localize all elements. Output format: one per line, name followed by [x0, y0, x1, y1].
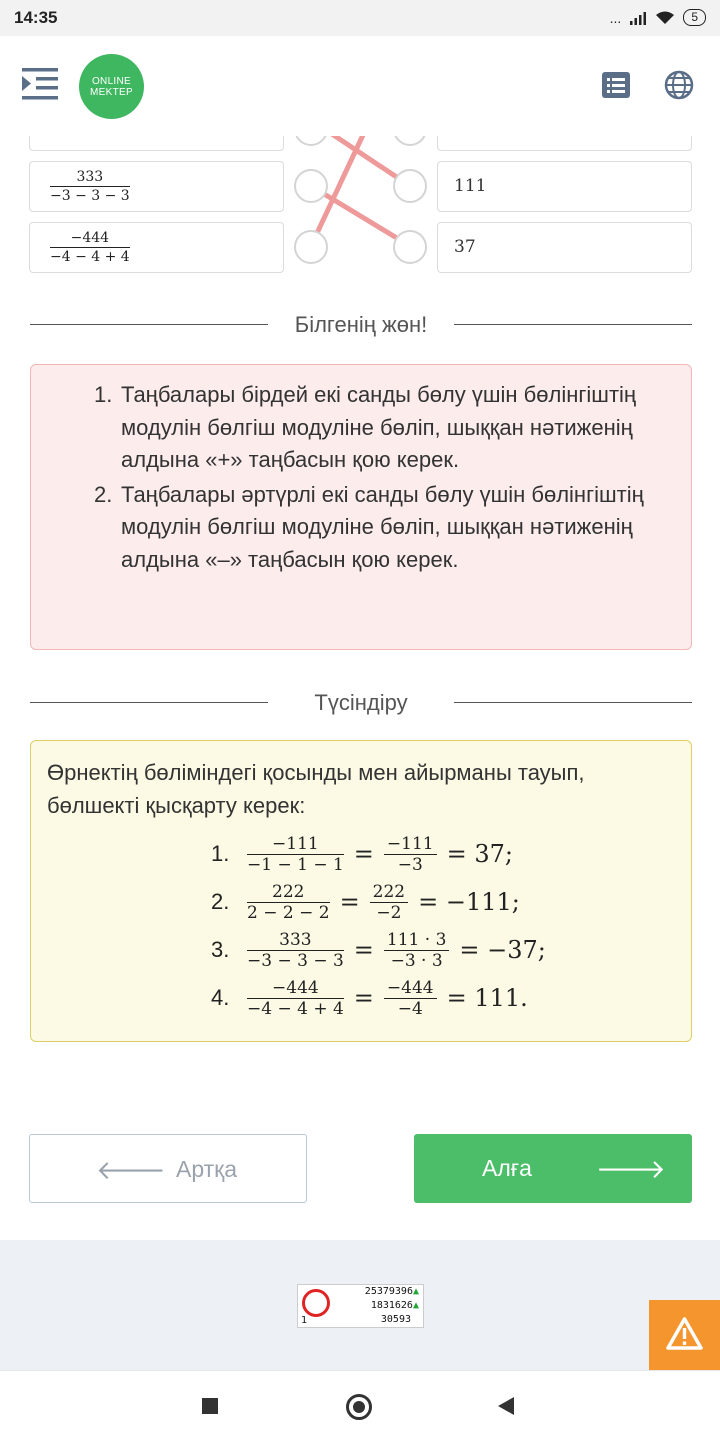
fraction: [384, 834, 437, 875]
equals-sign: =: [353, 840, 374, 868]
fraction-numerator: −111: [384, 834, 437, 855]
back-triangle-icon[interactable]: [498, 1397, 514, 1415]
fraction: [384, 930, 449, 971]
fraction-numerator: 333: [50, 168, 130, 187]
home-icon[interactable]: [346, 1394, 372, 1420]
equation-row: [211, 927, 546, 973]
fraction-denominator: 2 − 2 − 2: [247, 902, 330, 923]
fraction-denominator: −4 − 4 + 4: [50, 249, 130, 265]
equation-result: = 37;: [446, 840, 513, 868]
list-icon[interactable]: [602, 72, 630, 98]
counter-line: [371, 1300, 419, 1311]
fraction-numerator: 111 · 3: [384, 930, 449, 951]
equation-row: [211, 879, 520, 925]
match-circle-right[interactable]: [393, 169, 427, 203]
logo-line2: MEKTEP: [90, 87, 133, 98]
fraction-denominator: −4 − 4 + 4: [247, 998, 344, 1019]
counter-value: 25379396: [364, 1286, 413, 1297]
know-item: [94, 379, 671, 477]
arrow-left-icon: 🡐: [96, 1155, 166, 1185]
status-time: 14:35: [14, 8, 58, 27]
fraction: [384, 978, 437, 1019]
fraction: [247, 834, 344, 875]
fraction: [370, 882, 408, 923]
equals-sign: =: [353, 984, 374, 1012]
report-error-button[interactable]: [649, 1300, 720, 1370]
fraction-numerator: −444: [247, 978, 344, 999]
fraction-numerator: −111: [247, 834, 344, 855]
know-item: [94, 479, 671, 577]
equation-result: = 111.: [446, 984, 528, 1012]
explain-intro: Өрнектің бөліміндегі қосынды мен айырманы тауып, бөлшекті қысқарту керек:: [47, 760, 585, 818]
fraction-denominator: −2: [376, 902, 402, 923]
more-dots-icon: ...: [609, 9, 622, 26]
globe-icon[interactable]: [664, 70, 694, 100]
match-circle-left[interactable]: [294, 169, 328, 203]
know-divider: [30, 304, 692, 344]
counter-value: 30593: [380, 1314, 411, 1325]
arrow-right-icon: 🡒: [596, 1154, 666, 1184]
know-item-text: Таңбалары әртүрлі екі санды бөлу үшін бөлінгіштің модулін бөлгіш модуліне бөліп, шыққан нәтиженің алдына «–» таңбасын қою керек.: [121, 481, 644, 572]
know-title: Білгенің жөн!: [294, 312, 428, 337]
equation-result: = −111;: [418, 888, 520, 916]
fraction-numerator: −444: [384, 978, 437, 999]
match-answer: 111: [454, 176, 487, 196]
match-answer: 37: [454, 237, 476, 257]
equation-index: 4.: [211, 985, 230, 1010]
equals-sign: =: [339, 888, 360, 916]
footer: [0, 1240, 720, 1370]
fraction-numerator: 222: [370, 882, 408, 903]
android-nav-bar: [0, 1370, 720, 1440]
fraction-denominator: −3 − 3 − 3: [247, 950, 344, 971]
counter-value: 1831626: [370, 1300, 413, 1311]
equation-index: 1.: [211, 841, 230, 866]
know-item-number: 2.: [94, 481, 113, 507]
counter-logo-icon: [302, 1289, 330, 1317]
know-item-text: Таңбалары бірдей екі санды бөлу үшін бөлінгіштің модулін бөлгіш модуліне бөліп, шыққан нәтиженің алдына «+» таңбасын қою керек.: [121, 382, 637, 472]
battery-icon: 5: [683, 9, 706, 26]
explain-divider: [30, 682, 692, 722]
fraction-numerator: 222: [247, 882, 330, 903]
logo-line1: ONLINE: [91, 76, 132, 87]
know-list: [94, 379, 671, 576]
fraction-denominator: −3 · 3: [390, 950, 443, 971]
fraction-denominator: −3: [397, 854, 423, 875]
fraction: [247, 930, 344, 971]
fraction: [247, 882, 330, 923]
recent-apps-icon[interactable]: [202, 1398, 218, 1414]
logo[interactable]: [79, 54, 144, 119]
equation-row: [211, 975, 528, 1021]
counter-line: [365, 1286, 419, 1297]
next-button[interactable]: [414, 1134, 692, 1203]
divider-line: [454, 324, 692, 325]
fraction-denominator: −1 − 1 − 1: [247, 854, 344, 875]
fraction-denominator: −3 − 3 − 3: [50, 188, 130, 204]
match-circle-left[interactable]: [294, 230, 328, 264]
explain-box: [30, 740, 692, 1042]
fraction-denominator: −4: [397, 998, 423, 1019]
back-button-label: Артқа: [176, 1156, 238, 1182]
fraction: [247, 978, 344, 1019]
divider-line: [454, 702, 692, 703]
next-button-label: Алға: [482, 1155, 532, 1181]
menu-icon[interactable]: [22, 66, 58, 102]
equation-index: 2.: [211, 889, 230, 914]
match-circle-right[interactable]: [393, 230, 427, 264]
up-arrow-icon: ▲: [412, 1300, 419, 1311]
counter-one: 1: [301, 1315, 308, 1326]
counter-line: [381, 1314, 411, 1325]
know-box: [30, 364, 692, 650]
visit-counter[interactable]: [297, 1284, 424, 1328]
app-header: [0, 36, 720, 136]
equation-row: [211, 831, 513, 877]
back-button[interactable]: [29, 1134, 307, 1203]
equals-sign: =: [353, 936, 374, 964]
up-arrow-icon: ▲: [412, 1286, 419, 1297]
explain-title: Түсіндіру: [314, 690, 408, 715]
warning-icon: [649, 1300, 720, 1370]
fraction-numerator: 333: [247, 930, 344, 951]
equation-result: = −37;: [459, 936, 546, 964]
equation-index: 3.: [211, 937, 230, 962]
know-item-number: 1.: [94, 382, 113, 407]
fraction-numerator: −444: [50, 229, 130, 248]
